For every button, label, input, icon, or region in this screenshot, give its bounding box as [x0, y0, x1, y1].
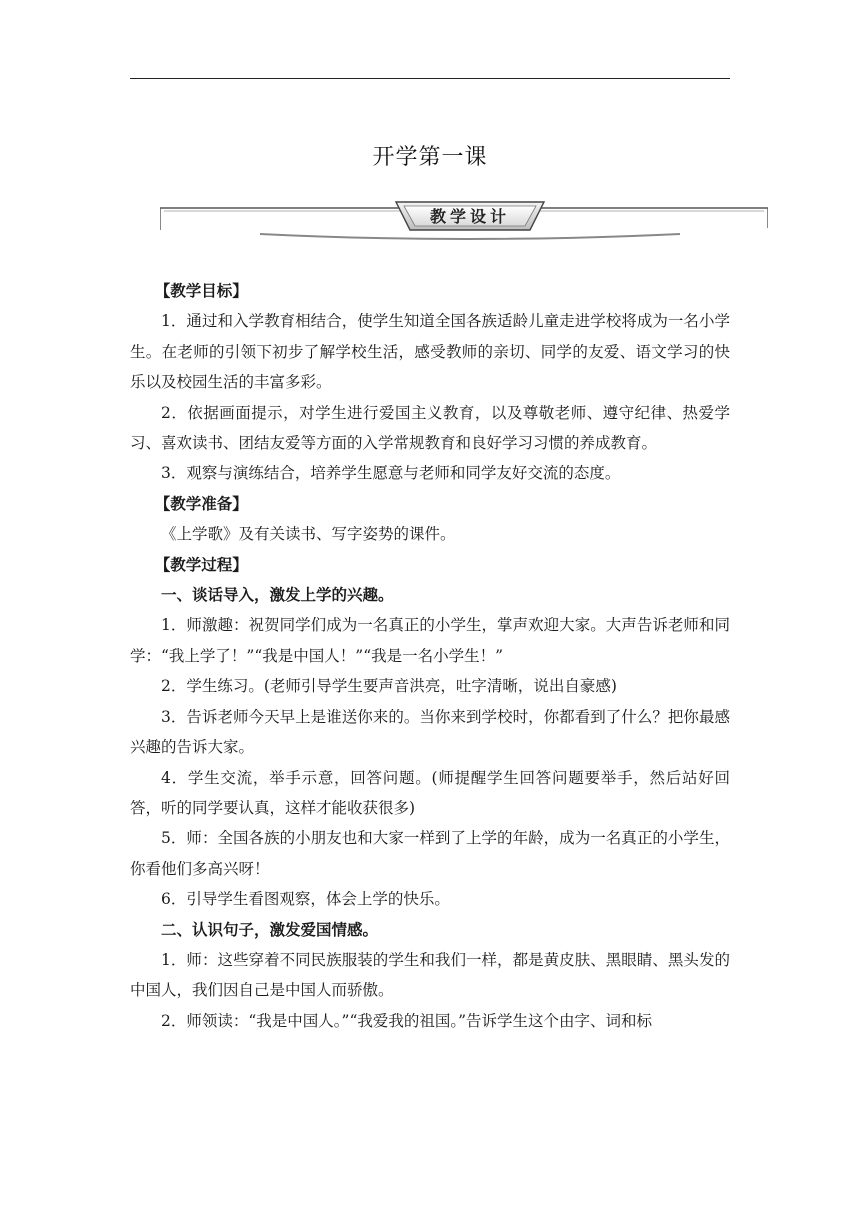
part2-title: 二、认识句子，激发爱国情感。 — [161, 920, 379, 939]
goal-item: 2．依据画面提示，对学生进行爱国主义教育，以及尊敬老师、遵守纪律、热爱学习、喜欢读书、团结友爱等方面的入学常规教育和良好学习习惯的养成教育。 — [130, 403, 730, 453]
section-banner — [160, 198, 768, 242]
process-item: 4．学生交流，举手示意，回答问题。(师提醒学生回答问题要举手，然后站好回答，听的同学要认真，这样才能收获很多) — [130, 768, 730, 817]
process-item: 6．引导学生看图观察，体会上学的快乐。 — [161, 890, 450, 909]
part1-title: 一、谈话导入，激发上学的兴趣。 — [161, 586, 394, 605]
process-item: 2．师领读：“我是中国人。”“我爱我的祖国。”告诉学生这个由字、词和标 — [161, 1011, 653, 1030]
page-title: 开学第一课 — [372, 145, 488, 170]
goal-item: 3．观察与演练结合，培养学生愿意与老师和同学友好交流的态度。 — [161, 464, 621, 483]
process-item: 3．告诉老师今天早上是谁送你来的。当你来到学校时，你都看到了什么？把你最感兴趣的告诉大家。 — [130, 707, 730, 757]
goals-heading: 【教学目标】 — [154, 282, 248, 300]
goal-item: 1．通过和入学教育相结合，使学生知道全国各族适龄儿童走进学校将成为一名小学生。在老师的引领下初步了解学校生活，感受教师的亲切、同学的友爱、语文学习的快乐以及校园生活的丰富多彩。 — [130, 312, 730, 392]
process-heading: 【教学过程】 — [154, 555, 248, 574]
prep-text: 《上学歌》及有关读书、写字姿势的课件。 — [161, 525, 456, 544]
banner-label: 教学设计 — [429, 207, 511, 226]
process-item: 2．学生练习。(老师引导学生要声音洪亮，吐字清晰，说出自豪感) — [161, 677, 617, 696]
prep-heading: 【教学准备】 — [154, 494, 248, 513]
process-item: 1．师：这些穿着不同民族服装的学生和我们一样，都是黄皮肤、黑眼睛、黑头发的中国人，我们因自己是中国人而骄傲。 — [130, 950, 730, 1000]
process-item: 5．师：全国各族的小朋友也和大家一样到了上学的年龄，成为一名真正的小学生，你看他们多高兴呀！ — [130, 829, 730, 878]
document-body — [130, 276, 730, 1036]
header-rule — [130, 78, 730, 79]
process-item: 1．师激趣：祝贺同学们成为一名真正的小学生，掌声欢迎大家。大声告诉老师和同学：“我上学了！”“我是中国人！”“我是一名小学生！” — [130, 616, 730, 665]
